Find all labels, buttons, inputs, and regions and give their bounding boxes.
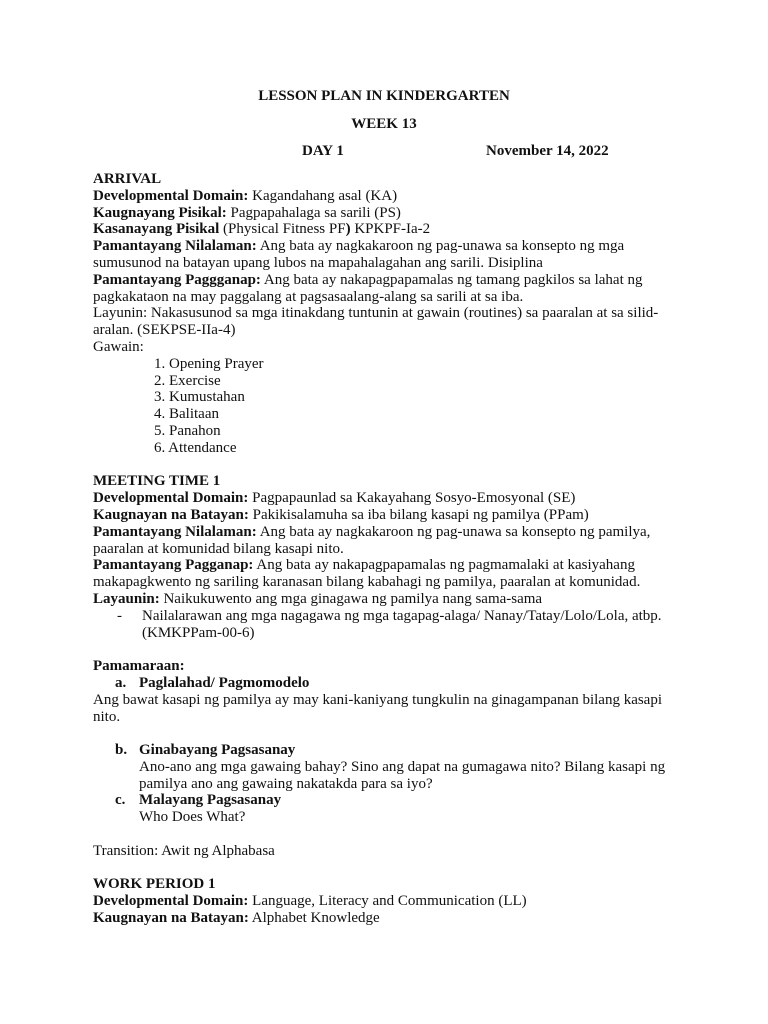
step-c-marker: c. <box>115 792 126 809</box>
day-label: DAY 1 <box>302 143 344 159</box>
list-item: 5. Panahon <box>154 422 221 439</box>
transition-text: Transition: Awit ng Alphabasa <box>93 842 275 859</box>
arrival-kasanayang-pisikal: Kasanayang Pisikal (Physical Fitness PF) KPKPF-Ia-2 <box>93 221 431 238</box>
step-c-heading <box>93 792 683 809</box>
arrival-nilalaman: Pamantayang Nilalaman: Ang bata ay nagkakaroon ng pag-unawa sa konsepto ng mga sumusunod na batayan upang lubos na mapahalagahan ang sarili. Disiplina <box>93 238 625 271</box>
list-item: 2. Exercise <box>154 372 221 389</box>
list-item: 6. Attendance <box>154 439 237 456</box>
date-label: November 14, 2022 <box>486 143 609 159</box>
document-title: LESSON PLAN IN KINDERGARTEN <box>258 88 510 104</box>
meeting-nilalaman: Pamantayang Nilalaman: Ang bata ay nagkakaroon ng pag-unawa sa konsepto ng pamilya, paaralan at komunidad bilang kasapi nito. <box>93 523 651 557</box>
meeting-layaunin: Layaunin: Naikukuwento ang mga ginagawa ng pamilya nang sama-sama <box>93 590 543 607</box>
meeting-dev-domain: Developmental Domain: Pagpapaunlad sa Kakayahang Sosyo-Emosyonal (SE) <box>93 490 576 507</box>
arrival-layunin: Layunin: Nakasusunod sa mga itinakdang tuntunin at gawain (routines) sa paaralan at sa silid-aralan. (SEKPSE-IIa-4) <box>93 305 659 339</box>
dash-marker: - <box>117 607 122 624</box>
gawain-label: Gawain: <box>93 338 144 355</box>
work-dev-domain: Developmental Domain: Language, Literacy and Communication (LL) <box>93 893 527 910</box>
arrival-heading: ARRIVAL <box>93 171 162 187</box>
step-c-text: Who Does What? <box>139 809 246 826</box>
step-b-title: Ginabayang Pagsasanay <box>139 742 296 759</box>
meeting-kaugnayan: Kaugnayan na Batayan: Pakikisalamuha sa iba bilang kasapi ng pamilya (PPam) <box>93 506 589 523</box>
meeting-pagganap: Pamantayang Pagganap: Ang bata ay nakapagpapamalas ng pagmamalaki at kasiyahang makapagkwento ng sariling karanasan bilang kabahagi ng pamilya, paaralan at komunidad. <box>93 557 641 591</box>
layaunin-bullet <box>93 608 683 642</box>
list-item: 3. Kumustahan <box>154 389 245 406</box>
arrival-kaugnayang-pisikal: Kaugnayang Pisikal: Pagpapahalaga sa sarili (PS) <box>93 204 401 221</box>
step-b-heading <box>93 742 683 759</box>
step-a-text: Ang bawat kasapi ng pamilya ay may kani-kaniyang tungkulin na ginagampanan bilang kasapi nito. <box>93 691 663 725</box>
step-a-title: Paglalahad/ Pagmomodelo <box>139 674 310 691</box>
list-item: 4. Balitaan <box>154 406 219 423</box>
step-b-marker: b. <box>115 742 128 759</box>
step-b-text: Ano-ano ang mga gawaing bahay? Sino ang dapat na gumagawa nito? Bilang kasapi ng pamilya ano ang gawaing nakatakda para sa iyo? <box>139 758 666 792</box>
work-kaugnayan: Kaugnayan na Batayan: Alphabet Knowledge <box>93 910 380 927</box>
arrival-dev-domain: Developmental Domain: Kagandahang asal (KA) <box>93 187 398 204</box>
step-c-title: Malayang Pagsasanay <box>139 792 282 809</box>
step-a-heading <box>93 675 683 692</box>
layaunin-bullet-text: Nailalarawan ang mga nagagawa ng mga tagapag-alaga/ Nanay/Tatay/Lolo/Lola, atbp. (KMKPPam-00-6) <box>142 607 662 641</box>
lesson-body <box>93 171 683 927</box>
gawain-list <box>93 356 683 457</box>
step-a-marker: a. <box>115 674 127 691</box>
list-item: 1. Opening Prayer <box>154 355 264 372</box>
work-heading: WORK PERIOD 1 <box>93 876 216 893</box>
pamamaraan-heading: Pamamaraan: <box>93 658 185 675</box>
week-label: WEEK 13 <box>351 116 417 132</box>
arrival-paggganap: Pamantayang Paggganap: Ang bata ay nakapagpapamalas ng tamang pagkilos sa lahat ng pagkakataon na may paggalang at pagsasaalang-alang sa sarili at sa iba. <box>93 271 643 305</box>
meeting-heading: MEETING TIME 1 <box>93 473 221 490</box>
